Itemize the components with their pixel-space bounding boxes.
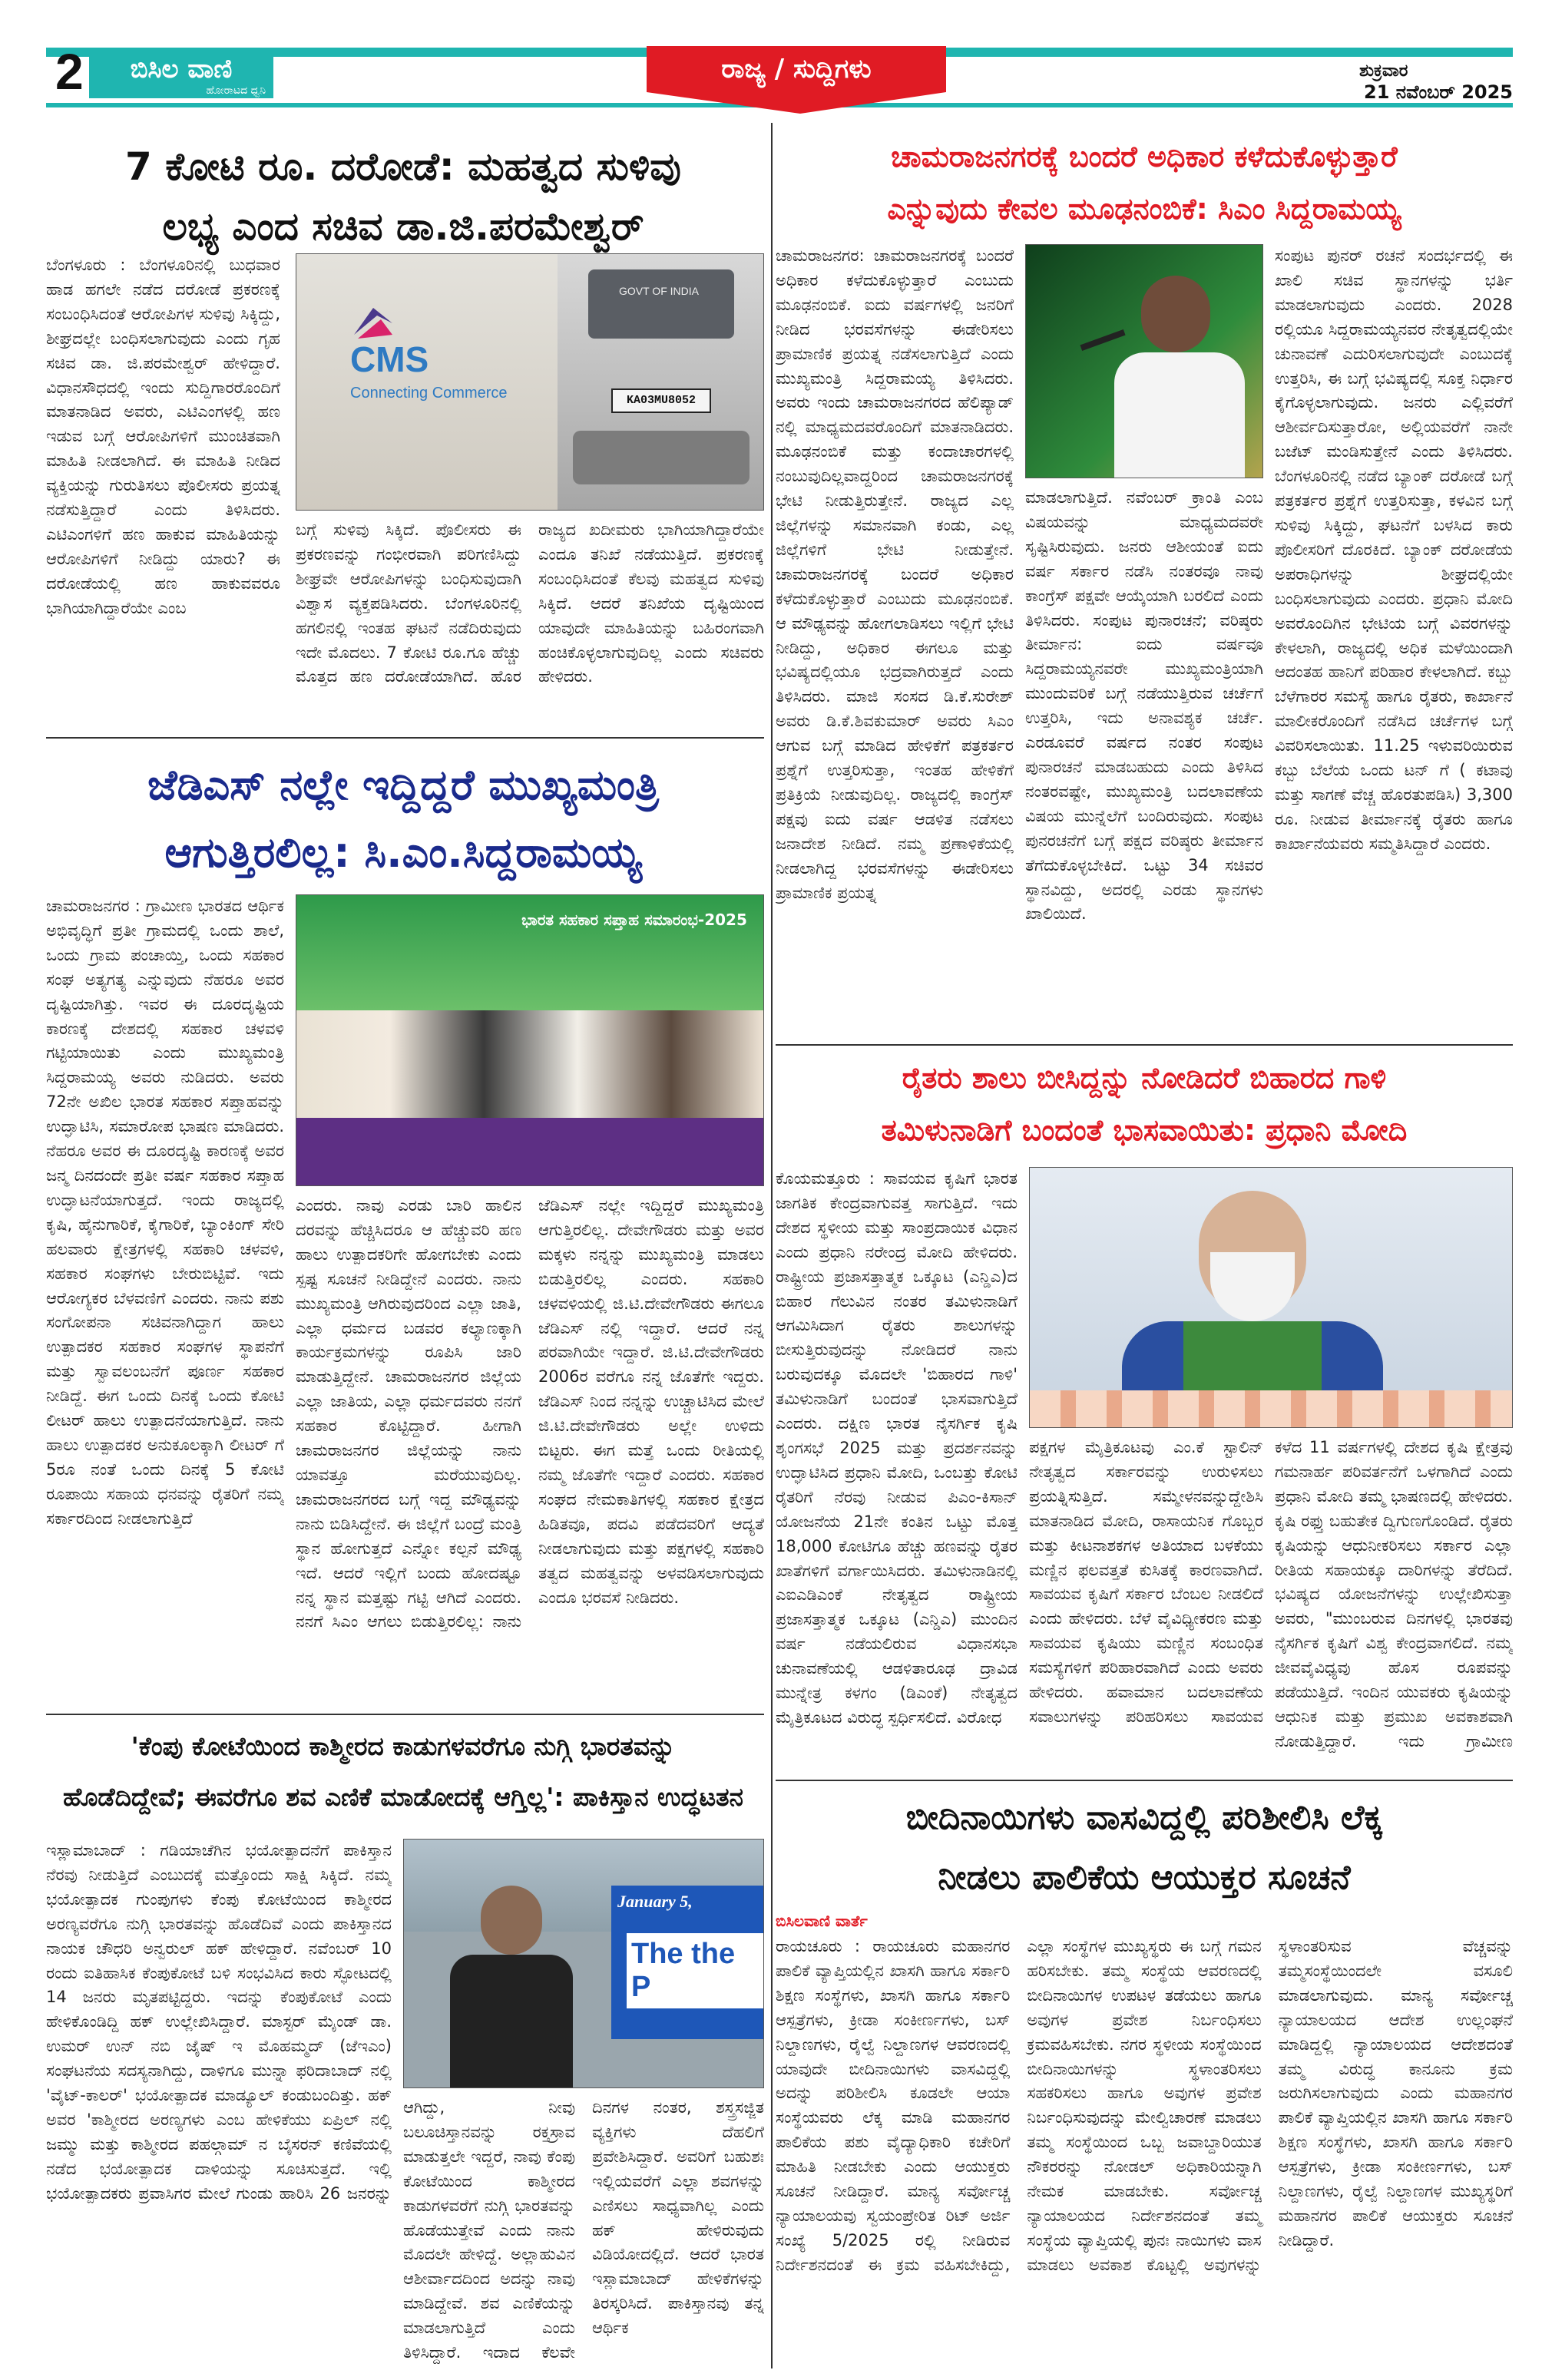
photo-wall [296, 254, 558, 511]
cham-headline-line1: ಚಾಮರಾಜನಗರಕ್ಕೆ ಬಂದರೆ ಅಧಿಕಾರ ಕಳೆದುಕೊಳ್ಳುತ್ತಾರೆ [891, 140, 1398, 174]
jds-photo-stage [296, 1118, 764, 1186]
pak-headline-line2: ಹೊಡೆದಿದ್ದೇವೆ; ಈವರೆಗೂ ಶವ ಎಣಿಕೆ ಮಾಡೋದಕ್ಕೆ ಆಗ್ತಿಲ್ಲ': ಪಾಕಿಸ್ತಾನ ಉದ್ಧಟತನ [63, 1782, 743, 1812]
vehicle-govt-text: GOVT OF INDIA [619, 285, 699, 297]
dogs-byline: ಬಿಸಿಲವಾಣಿ ವಾರ್ತೆ [776, 1912, 868, 1930]
modi-body-left: ಕೊಯಮತ್ತೂರು : ಸಾವಯವ ಕೃಷಿಗೆ ಭಾರತ ಜಾಗತಿಕ ಕೇಂದ್ರವಾಗುವತ್ತ ಸಾಗುತ್ತಿದೆ. ಇದು ದೇಶದ ಸ್ಥಳೀಯ ಮತ್ತು ಸಾಂಪ್ರದಾಯಿಕ ವಿಧಾನ ಎಂದು ಪ್ರಧಾನಿ ನರೇಂದ್ರ ಮೋದಿ ಹೇಳಿದರು. ರಾಷ್ಟ್ರೀಯ ಪ್ರಜಾಸತ್ತಾತ್ಮಕ ಒಕ್ಕೂಟ (ಎನ್ಡಿಎ)ದ ಬಿಹಾರ ಗೆಲುವಿನ ನಂತರ ತಮಿಳುನಾಡಿಗೆ ಆಗಮಿಸಿದಾಗ ರೈತರು ಶಾಲುಗಳನ್ನು ಬೀಸುತ್ತಿರುವುದನ್ನು ನೋಡಿದರೆ ನಾನು ಬರುವುದಕ್ಕೂ ಮೊದಲೇ 'ಬಿಹಾರದ ಗಾಳಿ' ತಮಿಳುನಾಡಿಗೆ ಬಂದಂತೆ ಭಾಸವಾಗುತ್ತಿದೆ ಎಂದರು. ದಕ್ಷಿಣ ಭಾರತ ನೈಸರ್ಗಿಕ ಕೃಷಿ ಶೃಂಗಸಭೆ 2025 ಮತ್ತು ಪ್ರದರ್ಶನವನ್ನು ಉದ್ಘಾಟಿಸಿದ ಪ್ರಧಾನಿ ಮೋದಿ, ಒಂಬತ್ತು ಕೋಟಿ ರೈತರಿಗೆ ನೆರವು ನೀಡುವ ಪಿಎಂ-ಕಿಸಾನ್ ಯೋಜನೆಯ 21ನೇ ಕಂತಿನ ಒಟ್ಟು ಮೊತ್ತ 18,000 ಕೋಟಿಗೂ ಹೆಚ್ಚು ಹಣವನ್ನು ರೈತರ ಖಾತೆಗಳಿಗೆ ವರ್ಗಾಯಿಸಿದರು. ತಮಿಳುನಾಡಿನಲ್ಲಿ ಎಐಎಡಿಎಂಕೆ ನೇತೃತ್ವದ ರಾಷ್ಟ್ರೀಯ ಪ್ರಜಾಸತ್ತಾತ್ಮಕ ಒಕ್ಕೂಟ (ಎನ್ಡಿಎ) ಮುಂದಿನ ವರ್ಷ ನಡೆಯಲಿರುವ ವಿಧಾನಸಭಾ ಚುನಾವಣೆಯಲ್ಲಿ ಆಡಳಿತಾರೂಢ ದ್ರಾವಿಡ ಮುನ್ನೇತ್ರ ಕಳಗಂ (ಡಿಎಂಕೆ) ನೇತೃತ್ವದ ಮೈತ್ರಿಕೂಟದ ವಿರುದ್ಧ ಸ್ಪರ್ಧಿಸಲಿದೆ. ವಿರೋಧ [776, 1169, 1018, 1727]
cham-body-right: ಸಂಪುಟ ಪುನರ್ ರಚನೆ ಸಂದರ್ಭದಲ್ಲಿ ಈ ಖಾಲಿ ಸಚಿವ ಸ್ಥಾನಗಳನ್ನು ಭರ್ತಿ ಮಾಡಲಾಗುವುದು ಎಂದರು. 2028 ರಲ್ಲಿಯೂ ಸಿದ್ದರಾಮಯ್ಯನವರ ನೇತೃತ್ವದಲ್ಲಿಯೇ ಚುನಾವಣೆ ಎದುರಿಸಲಾಗುವುದೇ ಎಂಬುದಕ್ಕೆ ಉತ್ತರಿಸಿ, ಈ ಬಗ್ಗೆ ಭವಿಷ್ಯದಲ್ಲಿ ಸೂಕ್ತ ನಿರ್ಧಾರ ಕೈಗೊಳ್ಳಲಾಗುವುದು. ಜನರು ಎಲ್ಲಿವರೆಗೆ ಆಶೀರ್ವದಿಸುತ್ತಾರೋ, ಅಲ್ಲಿಯವರೆಗೆ ನಾನೇ ಬಜೆಟ್ ಮಂಡಿಸುತ್ತೇನೆ ಎಂದು ತಿಳಿಸಿದರು. ಬೆಂಗಳೂರಿನಲ್ಲಿ ನಡೆದ ಬ್ಯಾಂಕ್ ದರೋಡೆ ಬಗ್ಗೆ ಪತ್ರಕರ್ತರ ಪ್ರಶ್ನೆಗೆ ಉತ್ತರಿಸುತ್ತಾ, ಕಳವಿನ ಬಗ್ಗೆ ಸುಳಿವು ಸಿಕ್ಕಿದ್ದು, ಘಟನೆಗೆ ಬಳಸಿದ ಕಾರು ಪೊಲೀಸರಿಗೆ ದೊರಕಿದೆ. ಬ್ಯಾಂಕ್ ದರೋಡೆಯ ಅಪರಾಧಿಗಳನ್ನು ಶೀಘ್ರದಲ್ಲಿಯೇ ಬಂಧಿಸಲಾಗುವುದು ಎಂದರು. ಪ್ರಧಾನಿ ಮೋದಿ ಅವರೊಂದಿಗಿನ ಭೇಟಿಯ ಬಗ್ಗೆ ವಿವರಗಳನ್ನು ಕೇಳಲಾಗಿ, ರಾಜ್ಯದಲ್ಲಿ ಅಧಿಕ ಮಳೆಯಿಂದಾಗಿ ಆದಂತಹ ಹಾನಿಗೆ ಪರಿಹಾರ ಕೇಳಲಾಗಿದೆ. ಕಬ್ಬು ಬೆಳೆಗಾರರ ಸಮಸ್ಯೆ ಹಾಗೂ ರೈತರು, ಕಾರ್ಖಾನೆ ಮಾಲೀಕರೊಂದಿಗೆ ನಡೆಸಿದ ಚರ್ಚೆಗಳ ಬಗ್ಗೆ ವಿವರಿಸಲಾಯಿತು. 11.25 ಇಳುವರಿಯಿರುವ ಕಬ್ಬು ಬೆಲೆಯ ಒಂದು ಟನ್ ಗೆ ( ಕಟಾವು ಮತ್ತು ಸಾಗಣೆ ವೆಚ್ಚ ಹೊರತುಪಡಿಸಿ) 3,300 ರೂ. ನೀಡುವ ತೀರ್ಮಾನಕ್ಕೆ ರೈತರು ಹಾಗೂ ಕಾರ್ಖಾನೆಯವರು ಸಮ್ಮತಿಸಿದ್ದಾರೆ ಎಂದರು. [1275, 246, 1513, 853]
robbery-headline-line1: 7 ಕೋಟಿ ರೂ. ದರೋಡೆ: ಮಹತ್ವದ ಸುಳಿವು [125, 144, 681, 189]
section-banner [647, 46, 946, 115]
dogs-headline-line1: ಬೀದಿನಾಯಿಗಳು ವಾಸವಿದ್ದಲ್ಲಿ ಪರಿಶೀಲಿಸಿ ಲೆಕ್ಕ [905, 1798, 1383, 1837]
pak-body-top: ಇಸ್ಲಾಮಾಬಾದ್ : ಗಡಿಯಾಚೆಗಿನ ಭಯೋತ್ಪಾದನೆಗೆ ಪಾಕಿಸ್ತಾನ ನೆರವು ನೀಡುತ್ತಿದೆ ಎಂಬುದಕ್ಕೆ ಮತ್ತೊಂದು ಸಾಕ್ಷಿ ಸಿಕ್ಕಿದೆ. ನಮ್ಮ ಭಯೋತ್ಪಾದಕ ಗುಂಪುಗಳು ಕೆಂಪು ಕೋಟೆಯಿಂದ ಕಾಶ್ಮೀರದ ಅರಣ್ಯವರೆಗೂ ನುಗ್ಗಿ ಭಾರತವನ್ನು ಹೊಡೆದಿವೆ ಎಂದು ಪಾಕಿಸ್ತಾನದ ನಾಯಕ ಚೌಧರಿ ಅನ್ವರುಲ್ ಹಕ್ ಹೇಳಿದ್ದಾರೆ. ನವೆಂಬರ್ 10 ರಂದು ಐತಿಹಾಸಿಕ ಕೆಂಪುಕೋಟೆ ಬಳಿ ಸಂಭವಿಸಿದ ಕಾರು ಸ್ಫೋಟದಲ್ಲಿ 14 ಜನರು ಮೃತಪಟ್ಟಿದ್ದರು. ಇದನ್ನು ಕೆಂಪುಕೋಟೆ ಎಂದು ಹೇಳಿಕೊಂಡಿದ್ದಿ ಹಕ್ ಉಲ್ಲೇಖಿಸಿದ್ದಾರೆ. ಮಾಸ್ಟರ್ ಮೈಂಡ್ ಡಾ. ಉಮರ್ ಉನ್ ನಬಿ ಜೈಷ್ ಇ ಮೊಹಮ್ಮದ್ (ಜೆಇಎಂ) ಸಂಘಟನೆಯ ಸದಸ್ಯನಾಗಿದ್ದು, ದಾಳಿಗೂ ಮುನ್ನಾ ಫರಿದಾಬಾದ್ ನಲ್ಲಿ 'ವೈಟ್-ಕಾಲರ್' ಭಯೋತ್ಪಾದಕ ಮಾಡ್ಯೂಲ್ ಕಂಡುಬಂದಿತ್ತು. ಹಕ್ ಅವರ 'ಕಾಶ್ಮೀರದ ಅರಣ್ಯಗಳು ಎಂಬ ಹೇಳಿಕೆಯು ಏಪ್ರಿಲ್ ನಲ್ಲಿ ಜಮ್ಮು ಮತ್ತು ಕಾಶ್ಮೀರದ ಪಹಲ್ಗಾಮ್ ನ ಬೈಸರನ್ ಕಣಿವೆಯಲ್ಲಿ ನಡೆದ ಭಯೋತ್ಪಾದಕ ದಾಳಿಯನ್ನು ಸೂಚಿಸುತ್ತದೆ. ಇಲ್ಲಿ ಭಯೋತ್ಪಾದಕರು ಪ್ರವಾಸಿಗರ ಮೇಲೆ ಗುಂಡು ಹಾರಿಸಿ 26 ಜನರನ್ನು [46, 1841, 392, 2203]
jds-body-left: ಚಾಮರಾಜನಗರ : ಗ್ರಾಮೀಣ ಭಾರತದ ಆರ್ಥಿಕ ಅಭಿವೃದ್ಧಿಗೆ ಪ್ರತೀ ಗ್ರಾಮದಲ್ಲಿ ಒಂದು ಶಾಲೆ, ಒಂದು ಗ್ರಾಮ ಪಂಚಾಯ್ತಿ, ಒಂದು ಸಹಕಾರ ಸಂಘ ಅತ್ಯಗತ್ಯ ಎನ್ನುವುದು ನೆಹರೂ ಅವರ ದೃಷ್ಟಿಯಾಗಿತ್ತು. ಇವರ ಈ ದೂರದೃಷ್ಟಿಯ ಕಾರಣಕ್ಕೆ ದೇಶದಲ್ಲಿ ಸಹಕಾರ ಚಳವಳಿ ಗಟ್ಟಿಯಾಯಿತು ಎಂದು ಮುಖ್ಯಮಂತ್ರಿ ಸಿದ್ದರಾಮಯ್ಯ ಅವರು ನುಡಿದರು. ಅವರು 72ನೇ ಅಖಿಲ ಭಾರತ ಸಹಕಾರ ಸಪ್ತಾಹವನ್ನು ಉದ್ಘಾಟಿಸಿ, ಸಮಾರೋಪ ಭಾಷಣ ಮಾಡಿದರು. ನೆಹರೂ ಅವರ ಈ ದೂರದೃಷ್ಟಿ ಕಾರಣಕ್ಕೆ ಅವರ ಜನ್ಮ ದಿನದಂದೇ ಪ್ರತೀ ವರ್ಷ ಸಹಕಾರ ಸಪ್ತಾಹ ಉದ್ಘಾಟನೆಯಾಗುತ್ತದೆ. ಇಂದು ರಾಜ್ಯದಲ್ಲಿ ಕೃಷಿ, ಹೈನುಗಾರಿಕೆ, ಕೈಗಾರಿಕೆ, ಬ್ಯಾಂಕಿಂಗ್ ಸೇರಿ ಹಲವಾರು ಕ್ಷೇತ್ರಗಳಲ್ಲಿ ಸಹಕಾರಿ ಚಳವಳಿ, ಸಹಕಾರ ಸಂಘಗಳು ಬೇರುಬಿಟ್ಟಿವೆ. ಇದು ಆರೋಗ್ಯಕರ ಬೆಳವಣಿಗೆ ಎಂದರು. ನಾನು ಪಶು ಸಂಗೋಪನಾ ಸಚಿವನಾಗಿದ್ದಾಗ ಹಾಲು ಉತ್ಪಾದಕರ ಸಹಕಾರ ಸಂಘಗಳ ಸ್ಥಾಪನೆಗೆ ಮತ್ತು ಸ್ವಾವಲಂಬನೆಗೆ ಪೂರ್ಣ ಸಹಕಾರ ನೀಡಿದ್ದೆ. ಈಗ ಒಂದು ದಿನಕ್ಕೆ ಒಂದು ಕೋಟಿ ಲೀಟರ್ ಹಾಲು ಉತ್ಪಾದನೆಯಾಗುತ್ತಿದೆ. ನಾನು ಹಾಲು ಉತ್ಪಾದಕರ ಅನುಕೂಲಕ್ಕಾಗಿ ಲೀಟರ್ ಗೆ 5ರೂ ನಂತೆ ಒಂದು ದಿನಕ್ಕೆ 5 ಕೋಟಿ ರೂಪಾಯಿ ಸಹಾಯ ಧನವನ್ನು ರೈತರಿಗೆ ನಮ್ಮ ಸರ್ಕಾರದಿಂದ ನೀಡಲಾಗುತ್ತಿದೆ [46, 897, 284, 1528]
page-number: 2 [55, 43, 84, 100]
modi-body-mid: ಪಕ್ಷಗಳ ಮೈತ್ರಿಕೂಟವು ಎಂ.ಕೆ ಸ್ಟಾಲಿನ್ ನೇತೃತ್ವದ ಸರ್ಕಾರವನ್ನು ಉರುಳಿಸಲು ಪ್ರಯತ್ನಿಸುತ್ತಿದೆ. ಸಮ್ಮೇಳನವನ್ನುದ್ದೇಶಿಸಿ ಮಾತನಾಡಿದ ಮೋದಿ, ರಾಸಾಯನಿಕ ಗೊಬ್ಬರ ಮತ್ತು ಕೀಟನಾಶಕಗಳ ಅತಿಯಾದ ಬಳಕೆಯು ಮಣ್ಣಿನ ಫಲವತ್ತತೆ ಕುಸಿತಕ್ಕೆ ಕಾರಣವಾಗಿದೆ. ಸಾವಯವ ಕೃಷಿಗೆ ಸರ್ಕಾರ ಬೆಂಬಲ ನೀಡಲಿದೆ ಎಂದು ಹೇಳಿದರು. ಬೆಳೆ ವೈವಿಧ್ಯೀಕರಣ ಮತ್ತು ಸಾವಯವ ಕೃಷಿಯು ಮಣ್ಣಿನ ಸಂಬಂಧಿತ ಸಮಸ್ಯೆಗಳಿಗೆ ಪರಿಹಾರವಾಗಿದೆ ಎಂದು ಅವರು ಹೇಳಿದರು. ಹವಾಮಾನ ಬದಲಾವಣೆಯ ಸವಾಲುಗಳನ್ನು ಪರಿಹರಿಸಲು ಸಾವಯವ [1029, 1438, 1263, 1726]
pak-photo-person [450, 1886, 573, 2088]
divider-a2-a3 [46, 1714, 764, 1715]
modi-photo [1029, 1167, 1513, 1428]
masthead-date: 21 ನವೆಂಬರ್ 2025 [1364, 81, 1513, 103]
robbery-body-left: ಬೆಂಗಳೂರು : ಬೆಂಗಳೂರಿನಲ್ಲಿ ಬುಧವಾರ ಹಾಡ ಹಗಲೇ ನಡೆದ ದರೋಡೆ ಪ್ರಕರಣಕ್ಕೆ ಸಂಬಂಧಿಸಿದಂತೆ ಆರೋಪಿಗಳ ಸುಳಿವು ಸಿಕ್ಕಿದ್ದು, ಶೀಘ್ರದಲ್ಲೇ ಬಂಧಿಸಲಾಗುವುದು ಎಂದು ಗೃಹ ಸಚಿವ ಡಾ. ಜಿ.ಪರಮೇಶ್ವರ್ ಹೇಳಿದ್ದಾರೆ. ವಿಧಾನಸೌಧದಲ್ಲಿ ಇಂದು ಸುದ್ದಿಗಾರರೊಂದಿಗೆ ಮಾತನಾಡಿದ ಅವರು, ಎಟಿಎಂಗಳಲ್ಲಿ ಹಣ ಇಡುವ ಬಗ್ಗೆ ಆರೋಪಿಗಳಿಗೆ ಮುಂಚಿತವಾಗಿ ಮಾಹಿತಿ ನೀಡಲಾಗಿದೆ. ಈ ಮಾಹಿತಿ ನೀಡಿದ ವ್ಯಕ್ತಿಯನ್ನು ಗುರುತಿಸಲು ಪೊಲೀಸರು ಪ್ರಯತ್ನ ನಡೆಸುತ್ತಿದ್ದಾರೆ ಎಂದು ತಿಳಿಸಿದರು. ಎಟಿಎಂಗಳಿಗೆ ಹಣ ಹಾಕುವ ಮಾಹಿತಿಯನ್ನು ಆರೋಪಿಗಳಿಗೆ ನೀಡಿದ್ದು ಯಾರು? ಈ ದರೋಡೆಯಲ್ಲಿ ಹಣ ಹಾಕುವವರೂ ಭಾಗಿಯಾಗಿದ್ದಾರೆಯೇ ಎಂಬ [46, 256, 280, 617]
person-body [450, 1955, 573, 2088]
paper-name-box [89, 54, 273, 98]
pak-headline-line1: 'ಕೆಂಪು ಕೋಟೆಯಿಂದ ಕಾಶ್ಮೀರದ ಕಾಡುಗಳವರೆಗೂ ನುಗ್ಗಿ ಭಾರತವನ್ನು [131, 1731, 676, 1761]
masthead [0, 0, 1542, 115]
modi-body-right: ಕಳೆದ 11 ವರ್ಷಗಳಲ್ಲಿ ದೇಶದ ಕೃಷಿ ಕ್ಷೇತ್ರವು ಗಮನಾರ್ಹ ಪರಿವರ್ತನೆಗೆ ಒಳಗಾಗಿದೆ ಎಂದು ಪ್ರಧಾನಿ ಮೋದಿ ತಮ್ಮ ಭಾಷಣದಲ್ಲಿ ಹೇಳಿದರು. ಕೃಷಿ ರಫ್ತು ಬಹುತೇಕ ದ್ವಿಗುಣಗೊಂಡಿದೆ. ರೈತರು ಕೃಷಿಯನ್ನು ಆಧುನೀಕರಿಸಲು ಸರ್ಕಾರ ಎಲ್ಲಾ ರೀತಿಯ ಸಹಾಯಕ್ಕೂ ದಾರಿಗಳನ್ನು ತೆರೆದಿದೆ. ಭವಿಷ್ಯದ ಯೋಜನೆಗಳನ್ನು ಉಲ್ಲೇಖಿಸುತ್ತಾ ಅವರು, "ಮುಂಬರುವ ದಿನಗಳಲ್ಲಿ ಭಾರತವು ನೈಸರ್ಗಿಕ ಕೃಷಿಗೆ ವಿಶ್ವ ಕೇಂದ್ರವಾಗಲಿದೆ. ನಮ್ಮ ಜೀವವೈವಿಧ್ಯವು ಹೊಸ ರೂಪವನ್ನು ಪಡೆಯುತ್ತಿದೆ. ಇಂದಿನ ಯುವಕರು ಕೃಷಿಯನ್ನು ಆಧುನಿಕ ಮತ್ತು ಪ್ರಮುಖ ಅವಕಾಶವಾಗಿ ನೋಡುತ್ತಿದ್ದಾರೆ. ಇದು ಗ್ರಾಮೀಣ [1275, 1438, 1513, 1750]
cham-photo-body [1114, 352, 1245, 478]
masthead-day: ಶುಕ್ರವಾರ [1359, 61, 1408, 81]
divider-a5-a6 [776, 1780, 1513, 1781]
pak-photo-sign-text2: The the P [627, 1933, 764, 2008]
jds-photo-crowd [296, 1010, 764, 1118]
bilingual-plate-graphic [611, 388, 711, 413]
robbery-headline-line2: ಲಭ್ಯ ಎಂದ ಸಚಿವ ಡಾ.ಜಿ.ಪರಮೇಶ್ವರ್ [162, 204, 644, 249]
jds-body-bottom: ಎಂದರು. ನಾವು ಎರಡು ಬಾರಿ ಹಾಲಿನ ದರವನ್ನು ಹೆಚ್ಚಿಸಿದರೂ ಆ ಹೆಚ್ಚುವರಿ ಹಣ ಹಾಲು ಉತ್ಪಾದಕರಿಗೇ ಹೋಗಬೇಕು ಎಂದು ಸ್ಪಷ್ಟ ಸೂಚನೆ ನೀಡಿದ್ದೇನೆ ಎಂದರು. ನಾನು ಮುಖ್ಯಮಂತ್ರಿ ಆಗಿರುವುದರಿಂದ ಎಲ್ಲಾ ಜಾತಿ, ಎಲ್ಲಾ ಧರ್ಮದ ಬಡವರ ಕಲ್ಯಾಣಕ್ಕಾಗಿ ಕಾರ್ಯಕ್ರಮಗಳನ್ನು ರೂಪಿಸಿ ಜಾರಿ ಮಾಡುತ್ತಿದ್ದೇನೆ. ಚಾಮರಾಜನಗರ ಜಿಲ್ಲೆಯ ಎಲ್ಲಾ ಜಾತಿಯ, ಎಲ್ಲಾ ಧರ್ಮದವರು ನನಗೆ ಸಹಕಾರ ಕೊಟ್ಟಿದ್ದಾರೆ. ಹೀಗಾಗಿ ಚಾಮರಾಜನಗರ ಜಿಲ್ಲೆಯನ್ನು ನಾನು ಯಾವತ್ತೂ ಮರೆಯುವುದಿಲ್ಲ. ಚಾಮರಾಜನಗರದ ಬಗ್ಗೆ ಇದ್ದ ಮೌಢ್ಯವನ್ನು ನಾನು ಬಿಡಿಸಿದ್ದೇನೆ. ಈ ಜಿಲ್ಲೆಗೆ ಬಂದ್ರೆ ಮಂತ್ರಿ ಸ್ಥಾನ ಹೋಗುತ್ತದೆ ಎನ್ನೋ ಕಲ್ಪನೆ ಮೌಢ್ಯ ಇದೆ. ಆದರೆ ಇಲ್ಲಿಗೆ ಬಂದು ಹೋದಷ್ಟೂ ನನ್ನ ಸ್ಥಾನ ಮತ್ತಷ್ಟು ಗಟ್ಟಿ ಆಗಿದೆ ಎಂದರು. ನನಗೆ ಸಿಎಂ ಆಗಲು ಬಿಡುತ್ತಿರಲಿಲ್ಲ: ನಾನು ಜೆಡಿಎಸ್ ನಲ್ಲೇ ಇದ್ದಿದ್ದರೆ ಮುಖ್ಯಮಂತ್ರಿ ಆಗುತ್ತಿರಲಿಲ್ಲ. ದೇವೇಗೌಡರು ಮತ್ತು ಅವರ ಮಕ್ಕಳು ನನ್ನನ್ನು ಮುಖ್ಯಮಂತ್ರಿ ಮಾಡಲು ಬಿಡುತ್ತಿರಲಿಲ್ಲ ಎಂದರು. ಸಹಕಾರಿ ಚಳವಳಿಯಲ್ಲಿ ಜಿ.ಟಿ.ದೇವೇಗೌಡರು ಈಗಲೂ ಜೆಡಿಎಸ್ ನಲ್ಲಿ ಇದ್ದಾರೆ. ಆದರೆ ನನ್ನ ಪರವಾಗಿಯೇ ಇದ್ದಾರೆ. ಜಿ.ಟಿ.ದೇವೇಗೌಡರು 2006ರ ವರೆಗೂ ನನ್ನ ಜೊತೆಗೇ ಇದ್ದರು. ಜೆಡಿಎಸ್ ನಿಂದ ನನ್ನನ್ನು ಉಚ್ಚಾಟಿಸಿದ ಮೇಲೆ ಜಿ.ಟಿ.ದೇವೇಗೌಡರು ಅಲ್ಲೇ ಉಳಿದು ಬಿಟ್ಟರು. ಈಗ ಮತ್ತೆ ಒಂದು ರೀತಿಯಲ್ಲಿ ನಮ್ಮ ಜೊತೆಗೇ ಇದ್ದಾರೆ ಎಂದರು. ಸಹಕಾರ ಸಂಘದ ನೇಮಕಾತಿಗಳಲ್ಲಿ ಸಹಕಾರ ಕ್ಷೇತ್ರದ ಹಿಡಿತವೂ, ಪದವಿ ಪಡೆದವರಿಗೆ ಆದ್ಯತೆ ನೀಡಲಾಗುವುದು ಮತ್ತು ಪಕ್ಷಗಳಲ್ಲಿ ಸಹಕಾರಿ ತತ್ವದ ಮಹತ್ವವನ್ನು ಅಳವಡಿಸಲಾಗುವುದು ಎಂದೂ ಭರವಸೆ ನೀಡಿದರು. [296, 1196, 764, 1631]
modi-photo-flowers [1030, 1390, 1513, 1428]
jds-headline-line1: ಜೆಡಿಎಸ್ ನಲ್ಲೇ ಇದ್ದಿದ್ದರೆ ಮುಖ್ಯಮಂತ್ರಿ [147, 761, 659, 809]
modi-photo-stole [1183, 1321, 1322, 1390]
modi-headline-line2: ತಮಿಳುನಾಡಿಗೆ ಬಂದಂತೆ ಭಾಸವಾಯಿತು: ಪ್ರಧಾನಿ ಮೋದಿ [881, 1113, 1408, 1147]
cms-logo-text: CMS [350, 339, 429, 379]
vehicle-plate: KA03MU8052 [626, 394, 696, 407]
dogs-headline-line2: ನೀಡಲು ಪಾಲಿಕೆಯ ಆಯುಕ್ತರ ಸೂಚನೆ [938, 1858, 1351, 1897]
cham-body-mid: ಮಾಡಲಾಗುತ್ತಿದೆ. ನವೆಂಬರ್ ಕ್ರಾಂತಿ ಎಂಬ ವಿಷಯವನ್ನು ಮಾಧ್ಯಮದವರೇ ಸೃಷ್ಟಿಸಿರುವುದು. ಜನರು ಆಶೀಯಂತೆ ಐದು ವರ್ಷ ಸರ್ಕಾರ ನಡೆಸಿ ನಂತರವೂ ನಾವು ಕಾಂಗ್ರೆಸ್ ಪಕ್ಷವೇ ಆಯ್ಕೆಯಾಗಿ ಬರಲಿದೆ ಎಂದು ತಿಳಿಸಿದರು. ಸಂಪುಟ ಪುನಾರಚನೆ; ವರಿಷ್ಠರು ತೀರ್ಮಾನ: ಐದು ವರ್ಷವೂ ಸಿದ್ದರಾಮಯ್ಯನವರೇ ಮುಖ್ಯಮಂತ್ರಿಯಾಗಿ ಮುಂದುವರಿಕೆ ಬಗ್ಗೆ ನಡೆಯುತ್ತಿರುವ ಚರ್ಚೆಗೆ ಉತ್ತರಿಸಿ, ಇದು ಅನಾವಶ್ಯಕ ಚರ್ಚೆ. ಎರಡೂವರೆ ವರ್ಷದ ನಂತರ ಸಂಪುಟ ಪುನಾರಚನೆ ಮಾಡಬಹುದು ಎಂದು ತಿಳಿಸಿದ ನಂತರವಷ್ಟೇ, ಮುಖ್ಯಮಂತ್ರಿ ಬದಲಾವಣೆಯ ವಿಷಯ ಮುನ್ನೆಲೆಗೆ ಬಂದಿರುವುದು. ಸಂಪುಟ ಪುನರಚನೆಗೆ ಬಗ್ಗೆ ಪಕ್ಷದ ವರಿಷ್ಠರು ತೀರ್ಮಾನ ತೆಗೆದುಕೊಳ್ಳಬೇಕಿದೆ. ಒಟ್ಟು 34 ಸಚಿವರ ಸ್ಥಾನವಿದ್ದು, ಅದರಲ್ಲಿ ಎರಡು ಸ್ಥಾನಗಳು ಖಾಲಿಯಿದೆ. [1025, 488, 1263, 924]
modi-headline-line1: ರೈತರು ಶಾಲು ಬೀಸಿದ್ದನ್ನು ನೋಡಿದರೆ ಬಿಹಾರದ ಗಾಳಿ [902, 1061, 1387, 1095]
cham-photo-head [1141, 276, 1210, 352]
photo-vehicle [558, 254, 764, 511]
jds-photo-banner: ಭಾರತ ಸಹಕಾರ ಸಪ್ತಾಹ ಸಮಾರಂಭ-2025 [521, 911, 747, 929]
pak-photo-sign-text: January 5, [617, 1892, 693, 1911]
robbery-body-bottom: ಬಗ್ಗೆ ಸುಳಿವು ಸಿಕ್ಕಿದೆ. ಪೊಲೀಸರು ಈ ಪ್ರಕರಣವನ್ನು ಗಂಭೀರವಾಗಿ ಪರಿಗಣಿಸಿದ್ದು ಶೀಘ್ರವೇ ಆರೋಪಿಗಳನ್ನು ಬಂಧಿಸುವುದಾಗಿ ವಿಶ್ವಾಸ ವ್ಯಕ್ತಪಡಿಸಿದರು. ಬೆಂಗಳೂರಿನಲ್ಲಿ ಹಗಲಿನಲ್ಲಿ ಇಂತಹ ಘಟನೆ ನಡೆದಿರುವುದು ಇದೇ ಮೊದಲು. 7 ಕೋಟಿ ರೂ.ಗೂ ಹೆಚ್ಚು ಮೊತ್ತದ ಹಣ ದರೋಡೆಯಾಗಿದೆ. ಹೊರ ರಾಜ್ಯದ ಖದೀಮರು ಭಾಗಿಯಾಗಿದ್ದಾರೆಯೇ ಎಂದೂ ತನಿಖೆ ನಡೆಯುತ್ತಿದೆ. ಪ್ರಕರಣಕ್ಕೆ ಸಂಬಂಧಿಸಿದಂತೆ ಕೆಲವು ಮಹತ್ವದ ಸುಳಿವು ಸಿಕ್ಕಿದೆ. ಆದರೆ ತನಿಖೆಯ ದೃಷ್ಟಿಯಿಂದ ಯಾವುದೇ ಮಾಹಿತಿಯನ್ನು ಬಹಿರಂಗವಾಗಿ ಹಂಚಿಕೊಳ್ಳಲಾಗುವುದಿಲ್ಲ ಎಂದು ಸಚಿವರು ಹೇಳಿದರು. [296, 521, 764, 686]
jds-photo [296, 894, 764, 1186]
dogs-body: ರಾಯಚೂರು : ರಾಯಚೂರು ಮಹಾನಗರ ಪಾಲಿಕೆ ವ್ಯಾಪ್ತಿಯಲ್ಲಿನ ಖಾಸಗಿ ಹಾಗೂ ಸರ್ಕಾರಿ ಶಿಕ್ಷಣ ಸಂಸ್ಥೆಗಳು, ಖಾಸಗಿ ಹಾಗೂ ಸರ್ಕಾರಿ ಆಸ್ಪತ್ರೆಗಳು, ಕ್ರೀಡಾ ಸಂಕೀರ್ಣಗಳು, ಬಸ್ ನಿಲ್ದಾಣಗಳು, ರೈಲ್ವೆ ನಿಲ್ದಾಣಗಳ ಆವರಣದಲ್ಲಿ ಯಾವುದೇ ಬೀದಿನಾಯಿಗಳು ವಾಸವಿದ್ದಲ್ಲಿ ಅದನ್ನು ಪರಿಶೀಲಿಸಿ ಕೂಡಲೇ ಆಯಾ ಸಂಸ್ಥೆಯವರು ಲೆಕ್ಕ ಮಾಡಿ ಮಹಾನಗರ ಪಾಲಿಕೆಯ ಪಶು ವೈದ್ಯಾಧಿಕಾರಿ ಕಚೇರಿಗೆ ಮಾಹಿತಿ ನೀಡಬೇಕು ಎಂದು ಆಯುಕ್ತರು ಸೂಚನೆ ನೀಡಿದ್ದಾರೆ. ಮಾನ್ಯ ಸರ್ವೋಚ್ಚ ನ್ಯಾಯಾಲಯವು ಸ್ವಯಂಪ್ರೇರಿತ ರಿಟ್ ಅರ್ಜಿ ಸಂಖ್ಯೆ 5/2025 ರಲ್ಲಿ ನೀಡಿರುವ ನಿರ್ದೇಶನದಂತೆ ಈ ಕ್ರಮ ವಹಿಸಬೇಕಿದ್ದು, ಎಲ್ಲಾ ಸಂಸ್ಥೆಗಳ ಮುಖ್ಯಸ್ಥರು ಈ ಬಗ್ಗೆ ಗಮನ ಹರಿಸಬೇಕು. ತಮ್ಮ ಸಂಸ್ಥೆಯ ಆವರಣದಲ್ಲಿ ಬೀದಿನಾಯಿಗಳ ಉಪಟಳ ತಡೆಯಲು ಹಾಗೂ ಅವುಗಳ ಪ್ರವೇಶ ನಿರ್ಬಂಧಿಸಲು ಕ್ರಮವಹಿಸಬೇಕು. ನಗರ ಸ್ಥಳೀಯ ಸಂಸ್ಥೆಯಿಂದ ಬೀದಿನಾಯಿಗಳನ್ನು ಸ್ಥಳಾಂತರಿಸಲು ಸಹಕರಿಸಲು ಹಾಗೂ ಅವುಗಳ ಪ್ರವೇಶ ನಿರ್ಬಂಧಿಸುವುದನ್ನು ಮೇಲ್ವಿಚಾರಣೆ ಮಾಡಲು ತಮ್ಮ ಸಂಸ್ಥೆಯಿಂದ ಒಬ್ಬ ಜವಾಬ್ದಾರಿಯುತ ನೌಕರರನ್ನು ನೋಡಲ್ ಅಧಿಕಾರಿಯನ್ನಾಗಿ ನೇಮಕ ಮಾಡಬೇಕು. ಸರ್ವೋಚ್ಚ ನ್ಯಾಯಾಲಯದ ನಿರ್ದೇಶನದಂತೆ ತಮ್ಮ ಸಂಸ್ಥೆಯ ವ್ಯಾಪ್ತಿಯಲ್ಲಿ ಪುನಃ ನಾಯಿಗಳು ವಾಸ ಮಾಡಲು ಅವಕಾಶ ಕೊಟ್ಟಲ್ಲಿ ಅವುಗಳನ್ನು ಸ್ಥಳಾಂತರಿಸುವ ವೆಚ್ಚವನ್ನು ತಮ್ಮಸಂಸ್ಥೆಯಿಂದಲೇ ವಸೂಲಿ ಮಾಡಲಾಗುವುದು. ಮಾನ್ಯ ಸರ್ವೋಚ್ಚ ನ್ಯಾಯಾಲಯದ ಆದೇಶ ಉಲ್ಲಂಘನೆ ಮಾಡಿದ್ದಲ್ಲಿ ನ್ಯಾಯಾಲಯದ ಆದೇಶದಂತೆ ತಮ್ಮ ವಿರುದ್ಧ ಕಾನೂನು ಕ್ರಮ ಜರುಗಿಸಲಾಗುವುದು ಎಂದು ಮಹಾನಗರ ಪಾಲಿಕೆ ವ್ಯಾಪ್ತಿಯಲ್ಲಿನ ಖಾಸಗಿ ಹಾಗೂ ಸರ್ಕಾರಿ ಶಿಕ್ಷಣ ಸಂಸ್ಥೆಗಳು, ಖಾಸಗಿ ಹಾಗೂ ಸರ್ಕಾರಿ ಆಸ್ಪತ್ರೆಗಳು, ಕ್ರೀಡಾ ಸಂಕೀರ್ಣಗಳು, ಬಸ್ ನಿಲ್ದಾಣಗಳು, ರೈಲ್ವೆ ನಿಲ್ದಾಣಗಳ ಮುಖ್ಯಸ್ಥರಿಗೆ ಮಹಾನಗರ ಪಾಲಿಕೆ ಆಯುಕ್ತರು ಸೂಚನೆ ನೀಡಿದ್ದಾರೆ. [776, 1937, 1513, 2274]
cham-body-left: ಚಾಮರಾಜನಗರ: ಚಾಮರಾಜನಗರಕ್ಕೆ ಬಂದರೆ ಅಧಿಕಾರ ಕಳೆದುಕೊಳ್ಳುತ್ತಾರೆ ಎಂಬುದು ಮೂಢನಂಬಿಕೆ. ಐದು ವರ್ಷಗಳಲ್ಲಿ ಜನರಿಗೆ ನೀಡಿದ ಭರವಸೆಗಳನ್ನು ಈಡೇರಿಸಲು ಪ್ರಾಮಾಣಿಕ ಪ್ರಯತ್ನ ನಡೆಸಲಾಗುತ್ತಿದೆ ಎಂದು ಮುಖ್ಯಮಂತ್ರಿ ಸಿದ್ದರಾಮಯ್ಯ ತಿಳಿಸಿದರು. ಅವರು ಇಂದು ಚಾಮರಾಜನಗರದ ಹೆಲಿಪ್ಯಾಡ್ ನಲ್ಲಿ ಮಾಧ್ಯಮದವರೊಂದಿಗೆ ಮಾತನಾಡಿದರು. ಮೂಢನಂಬಿಕೆ ಮತ್ತು ಕಂದಾಚಾರಗಳಲ್ಲಿ ನಂಬುವುದಿಲ್ಲವಾದ್ದರಿಂದ ಚಾಮರಾಜನಗರಕ್ಕೆ ಭೇಟಿ ನೀಡುತ್ತಿರುತ್ತೇನೆ. ರಾಜ್ಯದ ಎಲ್ಲ ಜಿಲ್ಲೆಗಳನ್ನು ಸಮಾನವಾಗಿ ಕಂಡು, ಎಲ್ಲ ಜಿಲ್ಲೆಗಳಿಗೆ ಭೇಟಿ ನೀಡುತ್ತೇನೆ. ಚಾಮರಾಜನಗರಕ್ಕೆ ಬಂದರೆ ಅಧಿಕಾರ ಕಳೆದುಕೊಳ್ಳುತ್ತಾರೆ ಎಂಬುದು ಮೂಢನಂಬಿಕೆ. ಆ ಮೌಢ್ಯವನ್ನು ಹೋಗಲಾಡಿಸಲು ಇಲ್ಲಿಗೆ ಭೇಟಿ ನೀಡಿದ್ದು, ಅಧಿಕಾರ ಈಗಲೂ ಮತ್ತು ಭವಿಷ್ಯದಲ್ಲಿಯೂ ಭದ್ರವಾಗಿರುತ್ತದೆ ಎಂದು ತಿಳಿಸಿದರು. ಮಾಜಿ ಸಂಸದ ಡಿ.ಕೆ.ಸುರೇಶ್ ಅವರು ಡಿ.ಕೆ.ಶಿವಕುಮಾರ್ ಅವರು ಸಿಎಂ ಆಗುವ ಬಗ್ಗೆ ಮಾಡಿದ ಹೇಳಿಕೆಗೆ ಪತ್ರಕರ್ತರ ಪ್ರಶ್ನೆಗೆ ಉತ್ತರಿಸುತ್ತಾ, ಇಂತಹ ಹೇಳಿಕೆಗೆ ಪ್ರತಿಕ್ರಿಯೆ ನೀಡುವುದಿಲ್ಲ. ರಾಜ್ಯದಲ್ಲಿ ಕಾಂಗ್ರೆಸ್ ಪಕ್ಷವು ಐದು ವರ್ಷ ಆಡಳಿತ ನಡೆಸಲು ಜನಾದೇಶ ನೀಡಿದೆ. ನಮ್ಮ ಪ್ರಣಾಳಿಕೆಯಲ್ಲಿ ನೀಡಲಾಗಿದ್ದ ಭರವಸೆಗಳನ್ನು ಈಡೇರಿಸಲು ಪ್ರಾಮಾಣಿಕ ಪ್ರಯತ್ನ [776, 246, 1014, 902]
cms-logo-subtext: Connecting Commerce [350, 385, 508, 402]
jds-headline-line2: ಆಗುತ್ತಿರಲಿಲ್ಲ: ಸಿ.ಎಂ.ಸಿದ್ದರಾಮಯ್ಯ [164, 828, 642, 877]
divider-a1-a2 [46, 737, 764, 739]
pak-photo-sign [611, 1886, 764, 2039]
vehicle-windshield [588, 269, 734, 339]
section-title: ರಾಜ್ಯ / ಸುದ್ದಿಗಳು [721, 54, 872, 84]
pak-body-bottom: ಆಗಿದ್ದು, ನೀವು ಬಲೂಚಿಸ್ತಾನವನ್ನು ರಕ್ತಸ್ರಾವ ಮಾಡುತ್ತಲೇ ಇದ್ದರೆ, ನಾವು ಕೆಂಪು ಕೋಟೆಯಿಂದ ಕಾಶ್ಮೀರದ ಕಾಡುಗಳವರೆಗೆ ನುಗ್ಗಿ ಭಾರತವನ್ನು ಹೊಡೆಯುತ್ತೇವೆ ಎಂದು ನಾನು ಮೊದಲೇ ಹೇಳಿದ್ದೆ. ಅಲ್ಲಾಹುವಿನ ಆಶೀರ್ವಾದದಿಂದ ಅದನ್ನು ನಾವು ಮಾಡಿದ್ದೇವೆ. ಶವ ಎಣಿಕೆಯನ್ನು ಮಾಡಲಾಗುತ್ತಿದೆ ಎಂದು ತಿಳಿಸಿದ್ದಾರೆ. ಇದಾದ ಕೆಲವೇ ದಿನಗಳ ನಂತರ, ಶಸ್ತ್ರಸಜ್ಜಿತ ವ್ಯಕ್ತಿಗಳು ದೆಹಲಿಗೆ ಪ್ರವೇಶಿಸಿದ್ದಾರೆ. ಅವರಿಗೆ ಬಹುಶಃ ಇಲ್ಲಿಯವರೆಗೆ ಎಲ್ಲಾ ಶವಗಳನ್ನು ಎಣಿಸಲು ಸಾಧ್ಯವಾಗಿಲ್ಲ ಎಂದು ಹಕ್ ಹೇಳಿರುವುದು ವಿಡಿಯೋದಲ್ಲಿದೆ. ಆದರೆ ಭಾರತ ಇಸ್ಲಾಮಾಬಾದ್ ಹೇಳಿಕೆಗಳನ್ನು ತಿರಸ್ಕರಿಸಿದೆ. ಪಾಕಿಸ್ತಾನವು ತನ್ನ ಆರ್ಥಿಕ [403, 2098, 764, 2362]
column-divider [771, 123, 773, 2368]
divider-a4-a5 [776, 1044, 1513, 1046]
cham-photo [1025, 244, 1263, 478]
cham-headline-line2: ಎನ್ನುವುದು ಕೇವಲ ಮೂಢನಂಬಿಕೆ: ಸಿಎಂ ಸಿದ್ದರಾಮಯ್ಯ [887, 192, 1401, 226]
paper-tagline: ಹೋರಾಟದ ಧ್ವನಿ [206, 84, 266, 97]
person-head [481, 1886, 542, 1955]
vehicle-bumper [573, 431, 749, 484]
pak-photo [403, 1839, 764, 2088]
robbery-photo [296, 253, 764, 511]
paper-name: ಬಿಸಿಲ ವಾಣಿ [130, 54, 233, 84]
